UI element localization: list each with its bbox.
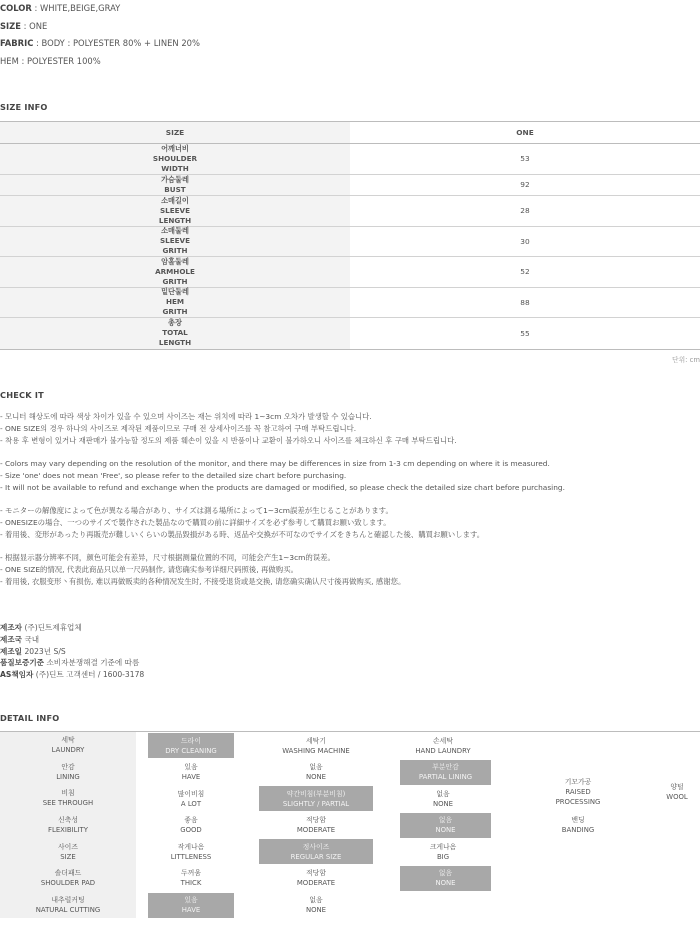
note-line: - モニターの解像度によって色が異なる場合があり、サイズは測る場所によって1~3cm誤差が生じることがあります。 [0,506,393,515]
option-ko: 기모가공 [564,777,592,786]
detail-extra-banding [535,813,621,838]
table-row [0,227,700,258]
detail-label-en: LAUNDRY [51,746,85,755]
detail-label-en: SEE THROUGH [42,799,94,808]
detail-label-ko: 신축성 [58,816,78,825]
spec-hem-value: HEM : POLYESTER 100% [0,56,101,66]
note-line: - 着用後, 衣服变形丶有损伤, 难以再做贩卖的各种情况发生时, 不接受退货或是交换, 请您确实确认尺寸後再做购买, 感谢您。 [0,576,406,586]
note-line: - ONESIZEの場合、一つのサイズで製作された製品なので購買の前に詳細サイズを必ず参考して購買お願い致します。 [0,517,391,527]
option-en: HAVE [181,906,201,915]
size-row-label [0,288,350,318]
option-en: BIG [436,852,450,861]
option-en: RAISED [565,787,591,796]
maker-line [0,669,144,681]
detail-label [0,838,136,865]
spec-fabric-value: BODY : POLYESTER 80% + LINEN 20% [41,38,200,48]
size-label-en: ARMHOLE [155,266,195,276]
size-label-en2: GRITH [162,307,188,317]
option-en: A LOT [180,799,202,808]
option-ko: 세탁기 [306,736,326,745]
option-ko: 부분안감 [432,763,459,772]
detail-row-see-through [0,785,700,812]
option-en: NONE [305,906,327,915]
detail-row-flexibility [0,812,700,839]
note-line: - Size 'one' does not mean 'Free', so please refer to the detailed size chart before purchasing. [0,470,347,480]
size-label-ko: 가슴둘레 [161,174,189,184]
option-en: WASHING MACHINE [282,746,350,755]
option-ko: 약간비침(부분비침) [286,789,346,798]
detail-row-size [0,838,700,865]
spec-size-value: ONE [29,21,48,31]
size-label-en2: GRITH [162,246,188,256]
option-ko: 두꺼움 [181,869,201,878]
detail-option [273,733,359,758]
detail-option [273,893,359,918]
table-row [0,257,700,288]
option-ko: 크게나옴 [429,842,457,851]
detail-option [273,866,359,891]
size-label-ko: 소매길이 [161,195,189,205]
detail-option [273,813,359,838]
option-ko: 없음 [436,789,450,798]
size-table [0,121,700,350]
option-ko: 많이비침 [177,789,205,798]
size-table-header [0,122,700,144]
detail-row-shoulder-pad [0,865,700,892]
detail-table [0,731,700,918]
option-en: WOOL [666,792,688,801]
detail-option [273,760,359,785]
detail-option-selected [148,893,234,918]
detail-option-selected [259,839,373,864]
detail-option-selected [400,760,491,785]
detail-label-ko: 숄더패드 [54,869,82,878]
option-en: PROCESSING [555,797,601,806]
maker-value: (주)딘트 고객센터 / 1600-3178 [35,670,145,680]
option-en: MODERATE [296,826,336,835]
note-line: - Colors may vary depending on the resolution of the monitor, and there may be differences in size from 1-3 cm depending on where it is measured. [0,459,550,468]
detail-option [400,786,486,811]
size-label-en: BUST [164,184,186,194]
detail-option [400,839,486,864]
detail-label [0,892,136,919]
detail-option-selected [400,813,491,838]
size-header-value: ONE [516,128,534,137]
note-line: - ONE SIZE的情况, 代表此商品只以单一尺码制作, 请您确实参考详细尺码照後, 再做购买。 [0,564,298,574]
check-notes-japanese [0,505,484,540]
table-row [0,288,700,319]
option-ko: 없음 [438,869,453,878]
maker-label: 품질보증기준 [0,658,45,668]
option-ko: 적당함 [306,869,326,878]
table-row [0,196,700,227]
spec-size-label: SIZE [0,21,21,31]
detail-info-title: DETAIL INFO [0,713,60,723]
option-en: DRY CLEANING [165,746,217,755]
option-ko: 좋음 [184,816,198,825]
option-en: PARTIAL LINING [418,773,473,782]
option-en: HAND LAUNDRY [415,746,471,755]
check-it-title: CHECK IT [0,390,44,400]
note-line: - 根据显示器分辨率不同，颜色可能会有差异，尺寸根据测量位置的不同，可能会产生1~3cm的误差。 [0,553,335,562]
detail-row-laundry [0,732,700,759]
size-label-en: TOTAL [162,328,188,338]
option-en: MODERATE [296,879,336,888]
option-en: NONE [305,773,327,782]
size-row-value: 52 [520,267,530,277]
detail-option-selected [148,733,234,758]
detail-label-ko: 세탁 [61,736,75,745]
maker-line [0,657,144,669]
option-en: BANDING [561,826,595,835]
size-label-en2: LENGTH [158,215,192,225]
spec-size: SIZE : ONE [0,21,48,31]
spec-fabric-label: FABRIC [0,38,34,48]
table-row [0,144,700,175]
size-row-label [0,318,350,349]
size-header-label: SIZE [0,122,350,143]
maker-label: 제조자 [0,623,23,632]
option-ko: 작게나옴 [177,842,205,851]
detail-option [148,786,234,811]
detail-label-ko: 내추럴커팅 [51,895,85,904]
detail-option-selected [259,786,373,811]
maker-value: 2023년 S/S [24,646,66,656]
maker-label: 제조일 [0,646,23,656]
size-row-value: 92 [520,180,530,190]
note-line: - 착용 후 변형이 있거나 재판매가 불가능할 정도의 제품 훼손이 있을 시 반품이나 교환이 불가하오니 사이즈를 체크하신 후 구매 부탁드립니다. [0,435,457,445]
option-en: NONE [435,879,456,888]
note-line: - ONE SIZE의 경우 하나의 사이즈로 제작된 제품이므로 구매 전 상세사이즈를 꼭 참고하여 구매 부탁드립니다. [0,423,357,433]
option-en: NONE [435,826,456,835]
size-row-value: 55 [520,328,530,338]
table-row [0,175,700,197]
detail-label-en: LINING [56,772,80,781]
size-row-label [0,227,350,257]
check-notes-chinese [0,552,405,587]
option-ko: 있음 [184,896,198,905]
size-row-label [0,196,350,226]
option-en: SLIGHTLY / PARTIAL [282,799,350,808]
detail-label [0,785,136,812]
size-label-en: HEM [165,297,185,307]
option-en: NONE [432,799,454,808]
detail-option [148,813,234,838]
check-notes-korean [0,411,457,446]
detail-label-ko: 사이즈 [58,842,78,851]
detail-option [148,760,234,785]
size-label-en2: WIDTH [161,163,189,173]
spec-hem [0,56,101,66]
detail-label-ko: 비침 [61,789,75,798]
detail-option [400,733,486,758]
spec-color: COLOR : WHITE,BEIGE,GRAY [0,3,121,13]
option-ko: 정사이즈 [302,842,330,851]
detail-option-selected [400,866,491,891]
detail-label-en: NATURAL CUTTING [35,905,101,914]
detail-label-en: SIZE [60,852,76,861]
size-label-en: SLEEVE [159,205,191,215]
size-row-value: 88 [520,297,530,307]
detail-label-en: FLEXIBILITY [48,826,88,835]
size-row-label [0,175,350,196]
maker-value: (주)딘트제휴업체 [24,623,82,632]
spec-color-label: COLOR [0,3,32,13]
option-ko: 없음 [438,816,453,825]
check-notes-english [0,458,565,493]
size-label-ko: 총장 [168,318,182,328]
maker-value: 국내 [24,634,40,644]
option-ko: 드라이 [181,736,201,745]
maker-line [0,634,144,646]
size-row-label [0,144,350,174]
detail-option [148,839,234,864]
size-label-en2: GRITH [162,276,188,286]
size-row-value: 53 [520,154,530,164]
option-ko: 없음 [309,896,323,905]
option-ko: 손세탁 [433,736,453,745]
size-row-value: 28 [520,206,530,216]
option-en: GOOD [180,826,202,835]
option-en: LITTLENESS [170,852,212,861]
note-line: - 모니터 해상도에 따라 색상 차이가 있을 수 있으며 사이즈는 재는 위치에 따라 1~3cm 오차가 발생할 수 있습니다. [0,412,372,421]
detail-label [0,812,136,839]
maker-label: AS책임자 [0,670,34,680]
option-en: THICK [180,879,202,888]
option-en: HAVE [181,773,201,782]
size-label-en: SLEEVE [159,236,191,246]
size-unit: 단위: cm [672,356,700,364]
spec-fabric: FABRIC : BODY : POLYESTER 80% + LINEN 20% [0,38,200,48]
maker-line [0,646,144,658]
detail-label [0,759,136,786]
size-label-ko: 어깨너비 [161,143,189,153]
option-ko: 밴딩 [571,816,585,825]
detail-row-natural-cutting [0,892,700,919]
size-label-ko: 소매둘레 [161,226,189,236]
detail-label-ko: 안감 [61,762,75,771]
option-ko: 적당함 [306,816,326,825]
detail-option [148,866,234,891]
detail-label [0,732,136,759]
size-row-value: 30 [520,236,530,246]
size-row-label [0,257,350,287]
note-line: - 着用後、変形があったり再販売が難しいくらいの製品毀損がある時、返品や交換が不可なのでサイズをきちんと確認した後、購買お願いします。 [0,529,485,539]
detail-label [0,865,136,892]
maker-value: 소비자분쟁해결 기준에 따름 [46,658,140,668]
note-line: - It will not be available to refund and exchange when the products are damaged or modified, so please check the detailed size chart before purchasing. [0,482,565,492]
option-ko: 양털 [670,782,684,791]
maker-line [0,622,144,634]
option-ko: 없음 [309,763,323,772]
size-label-ko: 밑단둘레 [161,287,189,297]
table-row [0,318,700,349]
size-info-title: SIZE INFO [0,102,48,112]
size-label-en: SHOULDER [152,153,198,163]
size-label-ko: 암홀둘레 [161,256,189,266]
option-en: REGULAR SIZE [290,852,342,861]
detail-label-en: SHOULDER PAD [40,879,96,888]
maker-label: 제조국 [0,634,23,644]
maker-info [0,622,144,681]
spec-color-value: WHITE,BEIGE,GRAY [40,3,121,13]
size-label-en2: LENGTH [158,338,192,348]
option-ko: 있음 [184,763,198,772]
